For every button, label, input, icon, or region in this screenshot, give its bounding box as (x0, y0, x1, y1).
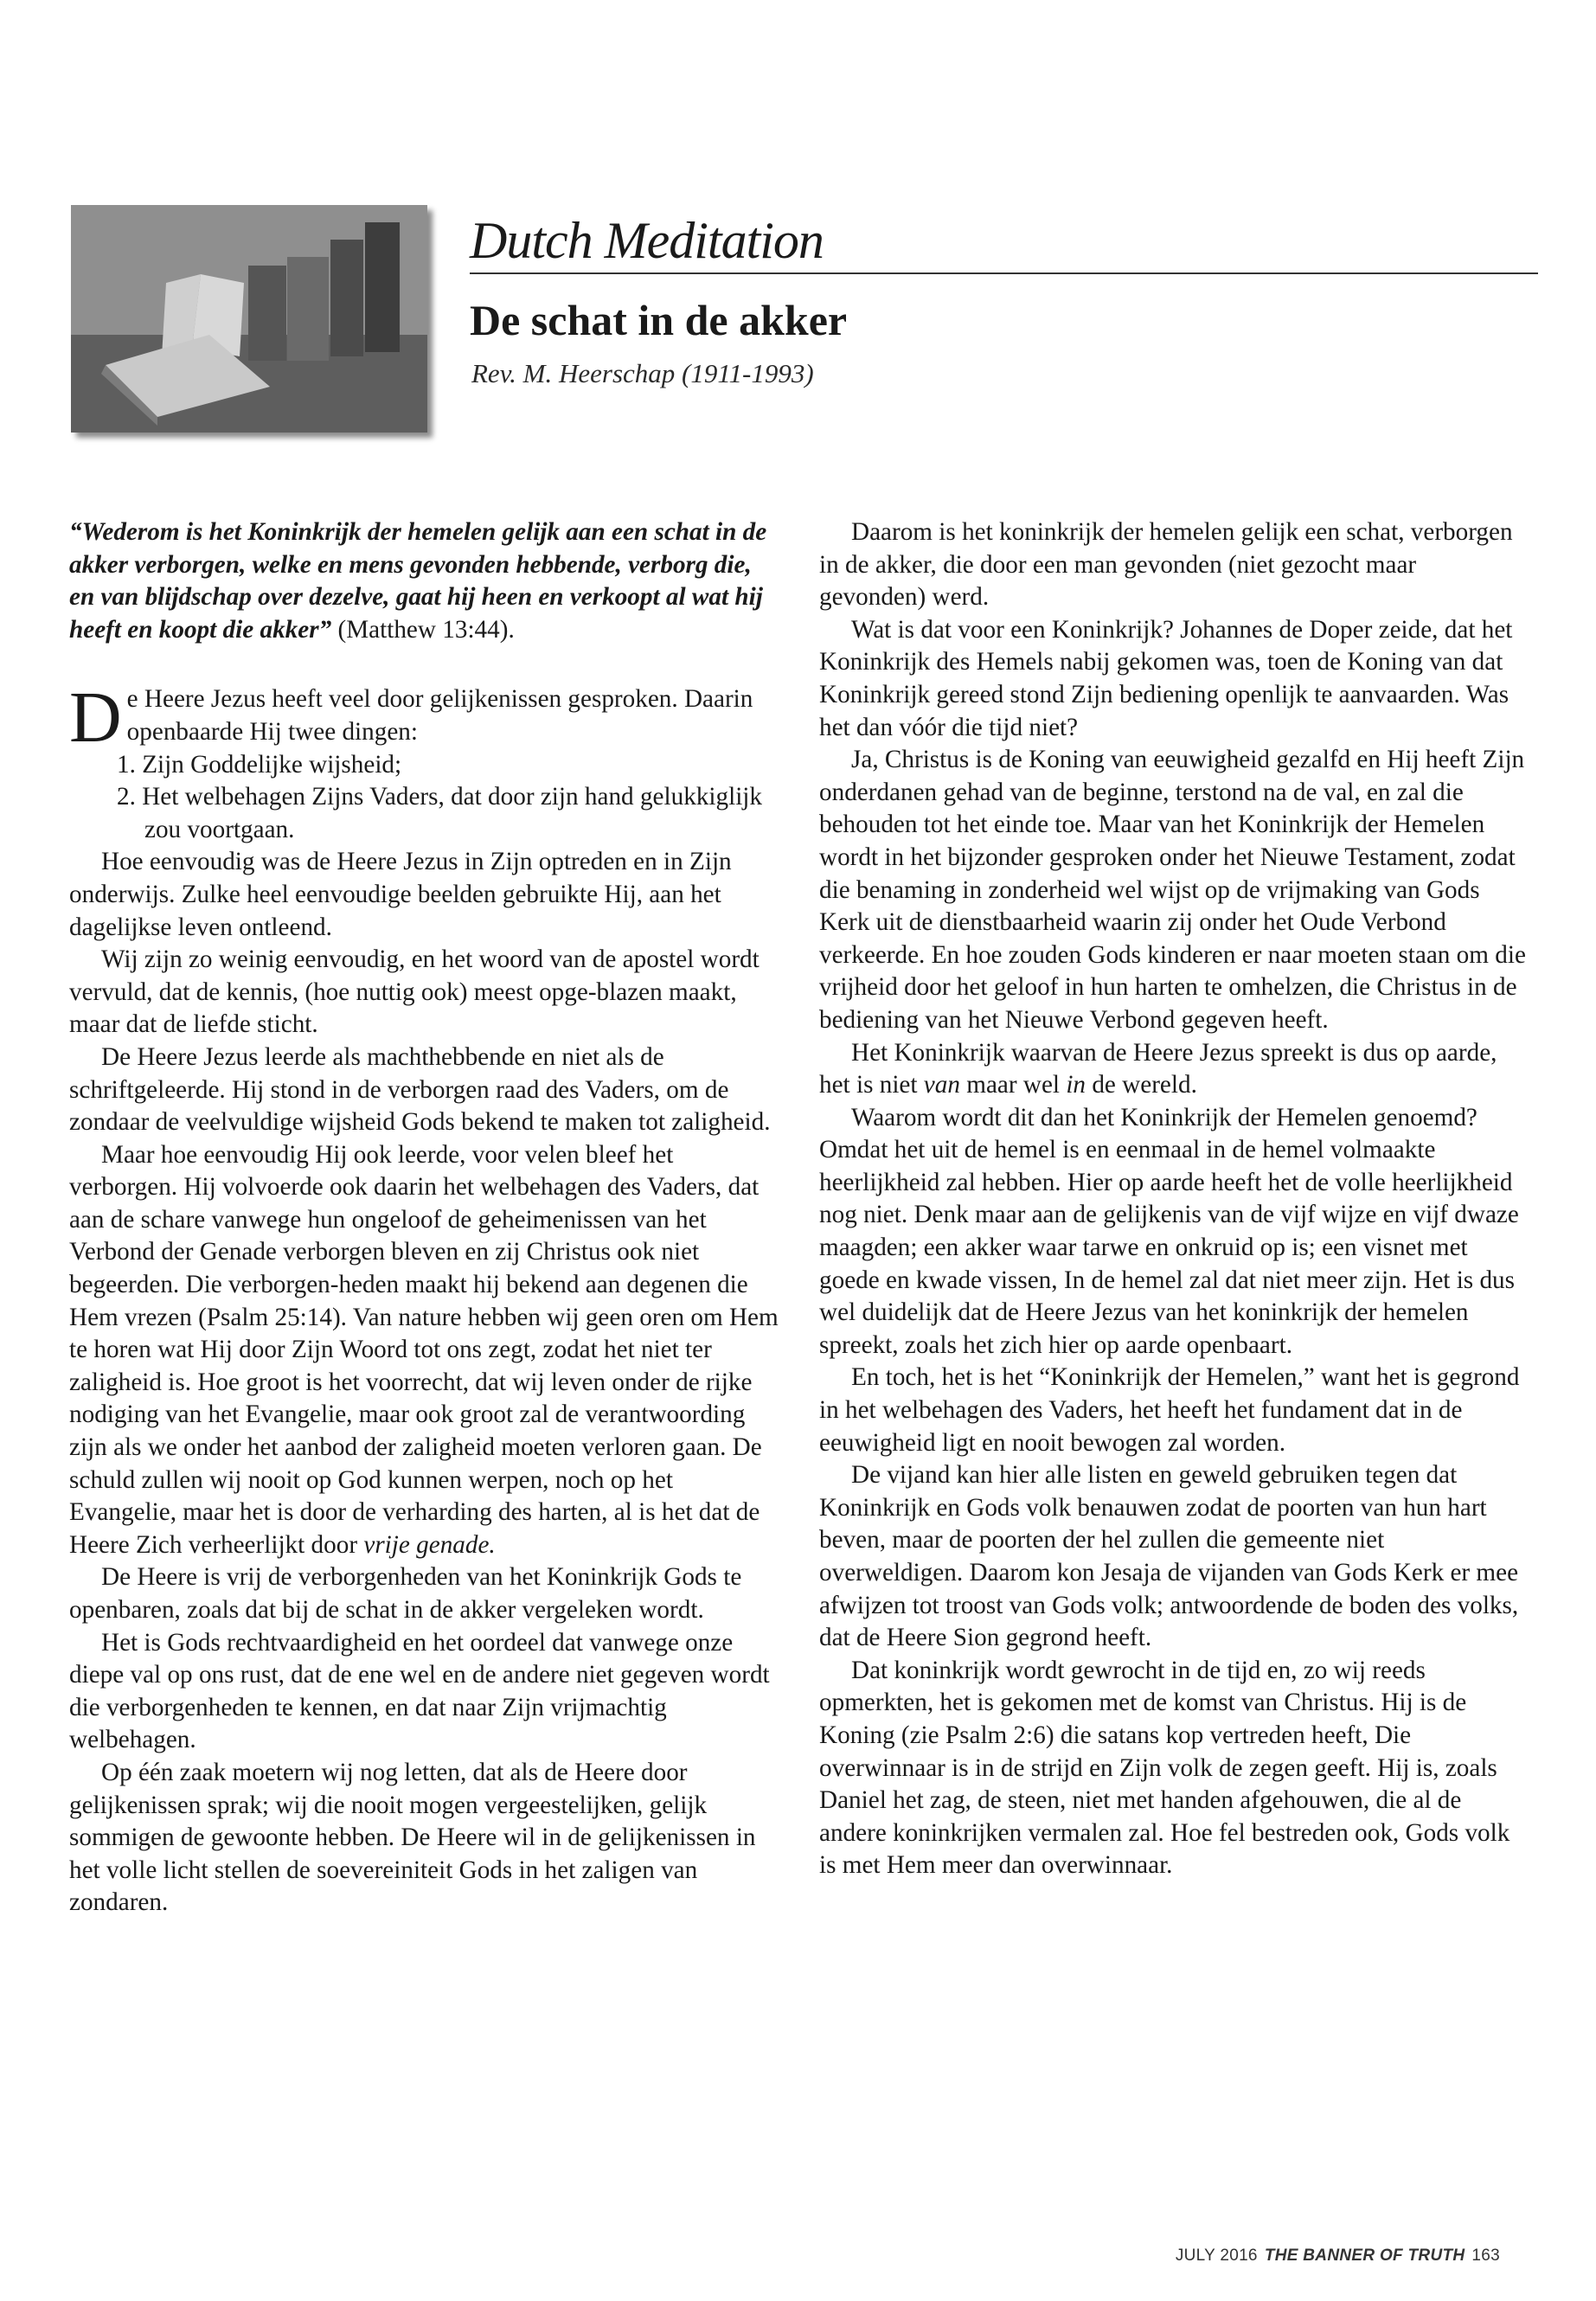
epigraph-reference: (Matthew 13:44). (331, 615, 515, 644)
header-photo-books (71, 205, 427, 433)
paragraph: Ja, Christus is de Koning van eeuwigheid gezalfd en Hij heeft Zijn onderdanen gehad van de beginne, terstond na de val, en zal die behouden tot het einde toe. Maar van het Koninkrijk der Hemelen wordt in het bijzonder gesproken onder het Nieuwe Testament, zodat die benaming in zonderheid wel wijst op de vrijmaking van Gods Kerk uit de dienstbaarheid waarin zij onder het Oude Verbond verkeerde. En hoe zouden Gods kinderen er naar moeten staan om die vrijheid door het geloof in hun harten te omhelzen, die Christus in de bediening van het Nieuwe Verbond gegeven heeft. (819, 746, 1526, 1034)
author-byline: Rev. M. Heerschap (1911-1993) (471, 358, 814, 388)
paragraph: De Heere Jezus leerde als machthebbende en niet als de schriftgeleerde. Hij stond in de verborgen raad des Vaders, om de zondaar de veelvuldige wijsheid Gods bekend te maken tot zaligheid. (69, 1042, 771, 1137)
issue-date: JULY 2016 (1175, 2247, 1258, 2265)
paragraph: Het is Gods rechtvaardigheid en het oordeel dat vanwege onze diepe val op ons rust, dat de ene wel en de andere niet gegeven wordt die verborgenheden te kennen, en dat naar Zijn vrijmachtig welbehagen. (69, 1628, 770, 1754)
list-item: 2. Het welbehagen Zijns Vaders, dat door zijn hand gelukkiglijk zou voortgaan. (117, 783, 763, 843)
books-illustration (71, 205, 427, 433)
paragraph: Maar hoe eenvoudig Hij ook leerde, voor velen bleef het verborgen. Hij volvoerde ook daarin het welbehagen des Vaders, dat aan de schare vanwege hun ongeloof de geheimenissen van het Verbond der Genade verborgen bleven en zij Christus ook niet begeerden. Die verborgen-heden maakt hij bekend aan degenen die Hem vrezen (Psalm 25:14). Van nature hebben wij geen oren om Hem te horen wat Hij door Zijn Woord tot ons zegt, zodat het niet ter zaligheid is. Hoe groot is het voorrecht, dat wij leven onder de rijke nodiging van het Evangelie, maar ook groot zal de verantwoording zijn als we onder het aanbod der zaligheid moeten verloren gaan. De schuld zullen wij nooit op God kunnen werpen, noch op het Evangelie, maar het is door de verharding des harten, al is het dat de Heere Zich verheerlijkt door vrije genade. (69, 1140, 779, 1559)
section-title: Dutch Meditation (470, 212, 824, 269)
paragraph: Wij zijn zo weinig eenvoudig, en het woord van de apostel wordt vervuld, dat de kennis, (hoe nuttig ook) meest opge-blazen maakt, maar dat de liefde sticht. (69, 945, 760, 1039)
list-item: 1. Zijn Goddelijke wijsheid; (117, 750, 402, 779)
paragraph: Daarom is het koninkrijk der hemelen gelijk een schat, verborgen in de akker, die door een man gevonden (niet gezocht maar gevonden) werd. (819, 518, 1513, 612)
right-column (819, 516, 1529, 1882)
paragraph: De Heere is vrij de verborgenheden van het Koninkrijk Gods te openbaren, zoals dat bij de schat in de akker vergeleken wordt. (69, 1563, 742, 1624)
paragraph: Hoe eenvoudig was de Heere Jezus in Zijn optreden en in Zijn onderwijs. Zulke heel eenvoudige beelden gebruikte Hij, aan het dagelijkse leven ontleend. (69, 848, 732, 941)
paragraph: De Heere Jezus heeft veel door gelijkenissen gesproken. Daarin openbaarde Hij twee dingen: (69, 677, 753, 759)
paragraph: En toch, het is het “Koninkrijk der Hemelen,” want het is gegrond in het welbehagen des Vaders, het heeft het fundament dat in de eeuwigheid ligt en nooit bewogen zal worden. (819, 1363, 1520, 1457)
epigraph (69, 516, 779, 646)
paragraph: Wat is dat voor een Koninkrijk? Johannes de Doper zeide, dat het Koninkrijk des Hemels nabij gekomen was, toen de Koning van dat Koninkrijk gereed stond Zijn bediening openlijk te aanvaarden. Was het dan vóór die tijd niet? (819, 615, 1513, 741)
paragraph: Op één zaak moetern wij nog letten, dat als de Heere door gelijkenissen sprak; wij die nooit mogen vergeestelijken, gelijk sommigen de gewoonte hebben. De Heere wil in de gelijkenissen in het volle licht stellen de soevereiniteit Gods in het zaligen van zondaren. (69, 1758, 756, 1917)
paragraph: Waarom wordt dit dan het Koninkrijk der Hemelen genoemd? Omdat het uit de hemel is en eenmaal in de hemel volmaakte heerlijkheid zal hebben. Hier op aarde heeft het de volle heerlijkheid nog niet. Denk maar aan de gelijkenis van de vijf wijze en vijf dwaze maagden; een akker waar tarwe en onkruid op is; een visnet met goede en kwade vissen, In de hemel zal dat niet meer zijn. Het is dus wel duidelijk dat de Heere Jezus van het koninkrijk der hemelen spreekt, zoals het zich hier op aarde openbaart. (819, 1103, 1519, 1359)
paragraph: Dat koninkrijk wordt gewrocht in de tijd en, zo wij reeds opmerkten, het is gekomen met de komst van Christus. Hij is de Koning (zie Psalm 2:6) die satans kop vertreden heeft, Die overwinnaar is in de strijd en Zijn volk de zegen geeft. Hij is, zoals Daniel het zag, de steen, niet met handen afgehouwen, die al de andere koninkrijken vermalen zal. Hoe fel bestreden ook, Gods volk is met Hem meer dan overwinnaar. (819, 1656, 1510, 1880)
magazine-name: THE BANNER OF TRUTH (1264, 2247, 1465, 2265)
page-footer (1176, 2247, 1500, 2266)
page-number: 163 (1471, 2247, 1500, 2265)
drop-cap: D (69, 677, 122, 759)
paragraph: De vijand kan hier alle listen en geweld gebruiken tegen dat Koninkrijk en Gods volk benauwen zodat de poorten van hun hart beven, maar de poorten der hel zullen die gemeente niet overweldigen. Daarom kon Jesaja de vijanden van Gods Kerk er mee afwijzen tot troost van Gods volk; antwoordende de boden des volks, dat de Heere Sion gegrond heeft. (819, 1461, 1519, 1652)
paragraph: Het Koninkrijk waarvan de Heere Jezus spreekt is dus op aarde, het is niet van maar wel in de wereld. (819, 1038, 1497, 1099)
epigraph-quote: “Wederom is het Koninkrijk der hemelen gelijk aan een schat in de akker verborgen, welke en mens gevonden hebbende, verborg die, en van blijdschap over dezelve, gaat hij heen en verkoopt al wat hij heeft en koopt die akker” (69, 518, 767, 644)
title-divider (470, 272, 1538, 274)
numbered-list (69, 749, 779, 847)
article-title: De schat in de akker (470, 296, 848, 344)
left-column (69, 516, 779, 1920)
